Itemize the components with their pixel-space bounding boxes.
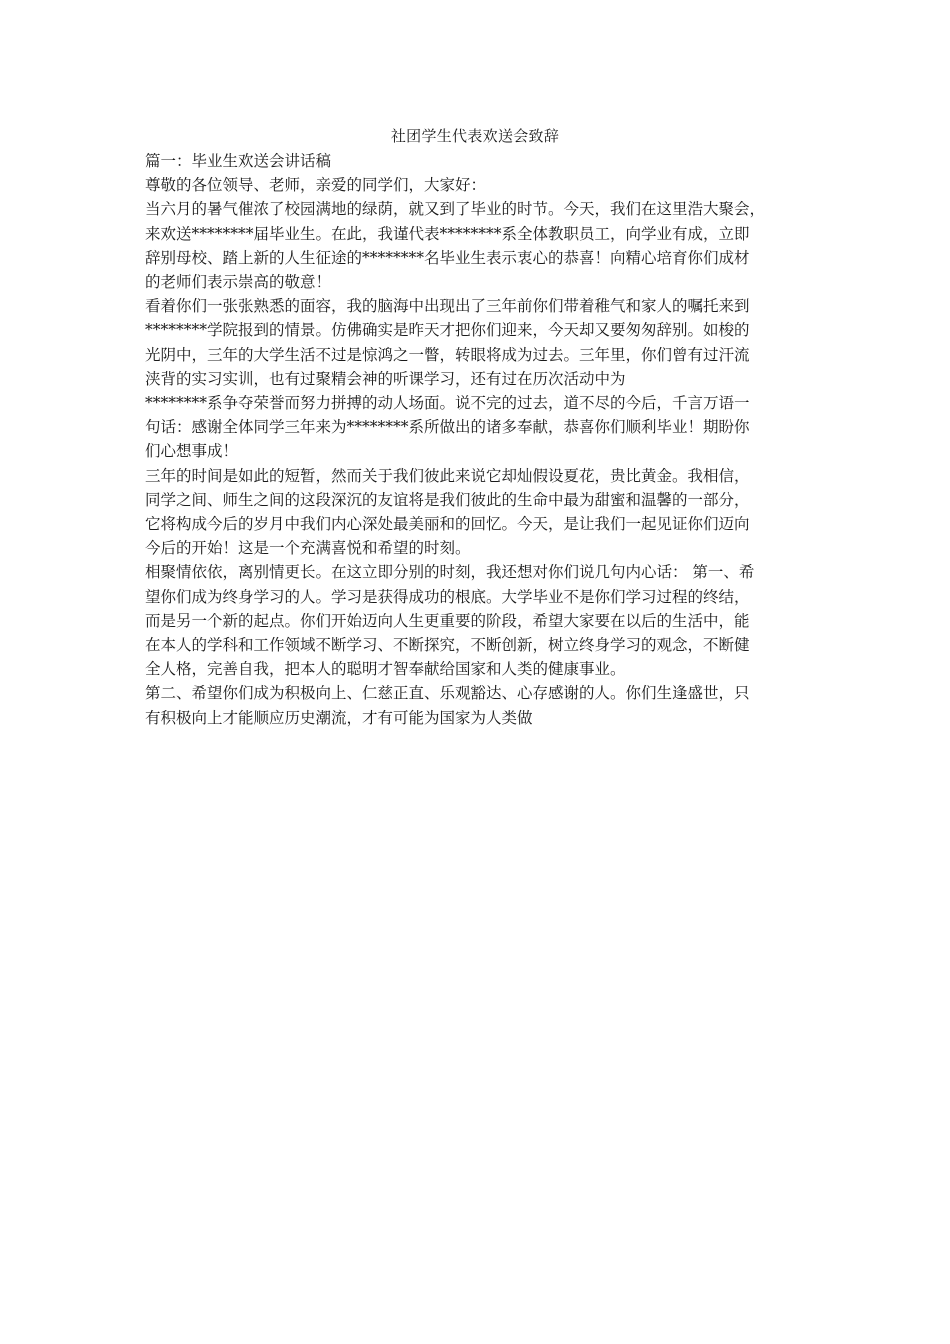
- text-line: 今后的开始！这是一个充满喜悦和希望的时刻。: [145, 539, 471, 558]
- text-line: 它将构成今后的岁月中我们内心深处最美丽和的回忆。今天，是让我们一起见证你们迈向: [145, 515, 750, 534]
- text-line: 辞别母校、踏上新的人生征途的********名毕业生表示衷心的恭喜！向精心培育你们成材: [145, 248, 750, 267]
- text-line: 在本人的学科和工作领域不断学习、不断探究，不断创新，树立终身学习的观念，不断健: [145, 636, 750, 655]
- text-line: 同学之间、师生之间的这段深沉的友谊将是我们彼此的生命中最为甜蜜和温馨的一部分，: [145, 490, 750, 509]
- text-line: ********系争夺荣誉而努力拼搏的动人场面。说不完的过去，道不尽的今后，千言万语一: [145, 394, 750, 413]
- text-line: 尊敬的各位领导、老师，亲爱的同学们，大家好：: [145, 176, 487, 195]
- text-line: 来欢送********届毕业生。在此，我谨代表********系全体教职员工，向学业有成，立即: [145, 224, 750, 243]
- text-line: ********学院报到的情景。仿佛确实是昨天才把你们迎来，今天却又要匆匆辞别。如梭的: [145, 321, 750, 340]
- text-line: 三年的时间是如此的短暂，然而关于我们彼此来说它却灿假设夏花，贵比黄金。我相信，: [145, 466, 750, 485]
- text-line: 相聚情依依，离别情更长。在这立即分别的时刻，我还想对你们说几句内心话： 第一、希: [145, 563, 755, 582]
- text-line: 而是另一个新的起点。你们开始迈向人生更重要的阶段，希望大家要在以后的生活中，能: [145, 611, 750, 630]
- text-line: 们心想事成！: [145, 442, 239, 461]
- text-line: 光阴中，三年的大学生活不过是惊鸿之一瞥，转眼将成为过去。三年里，你们曾有过汗流: [145, 345, 750, 364]
- text-line: 全人格，完善自我，把本人的聪明才智奉献给国家和人类的健康事业。: [145, 660, 626, 679]
- document-body: [145, 149, 807, 730]
- text-line: 第二、希望你们成为积极向上、仁慈正直、乐观豁达、心存感谢的人。你们生逢盛世，只: [145, 684, 750, 703]
- text-line: 篇一：毕业生欢送会讲话稿: [145, 152, 332, 170]
- text-line: 句话：感谢全体同学三年来为********系所做出的诸多奉献，恭喜你们顺利毕业！期盼你: [145, 418, 750, 437]
- text-line: 浃背的实习实训，也有过聚精会神的听课学习，还有过在历次活动中为: [145, 369, 626, 388]
- document-title: 社团学生代表欢送会致辞: [390, 127, 560, 145]
- text-line: 有积极向上才能顺应历史潮流，才有可能为国家为人类做: [145, 708, 533, 727]
- text-line: 望你们成为终身学习的人。学习是获得成功的根底。大学毕业不是你们学习过程的终结，: [145, 587, 750, 606]
- text-line: 的老师们表示崇高的敬意！: [145, 273, 332, 292]
- text-line: 看着你们一张张熟悉的面容，我的脑海中出现出了三年前你们带着稚气和家人的嘱托来到: [145, 297, 750, 316]
- text-line: 当六月的暑气催浓了校园满地的绿荫，就又到了毕业的时节。今天，我们在这里浩大聚会，: [145, 200, 766, 219]
